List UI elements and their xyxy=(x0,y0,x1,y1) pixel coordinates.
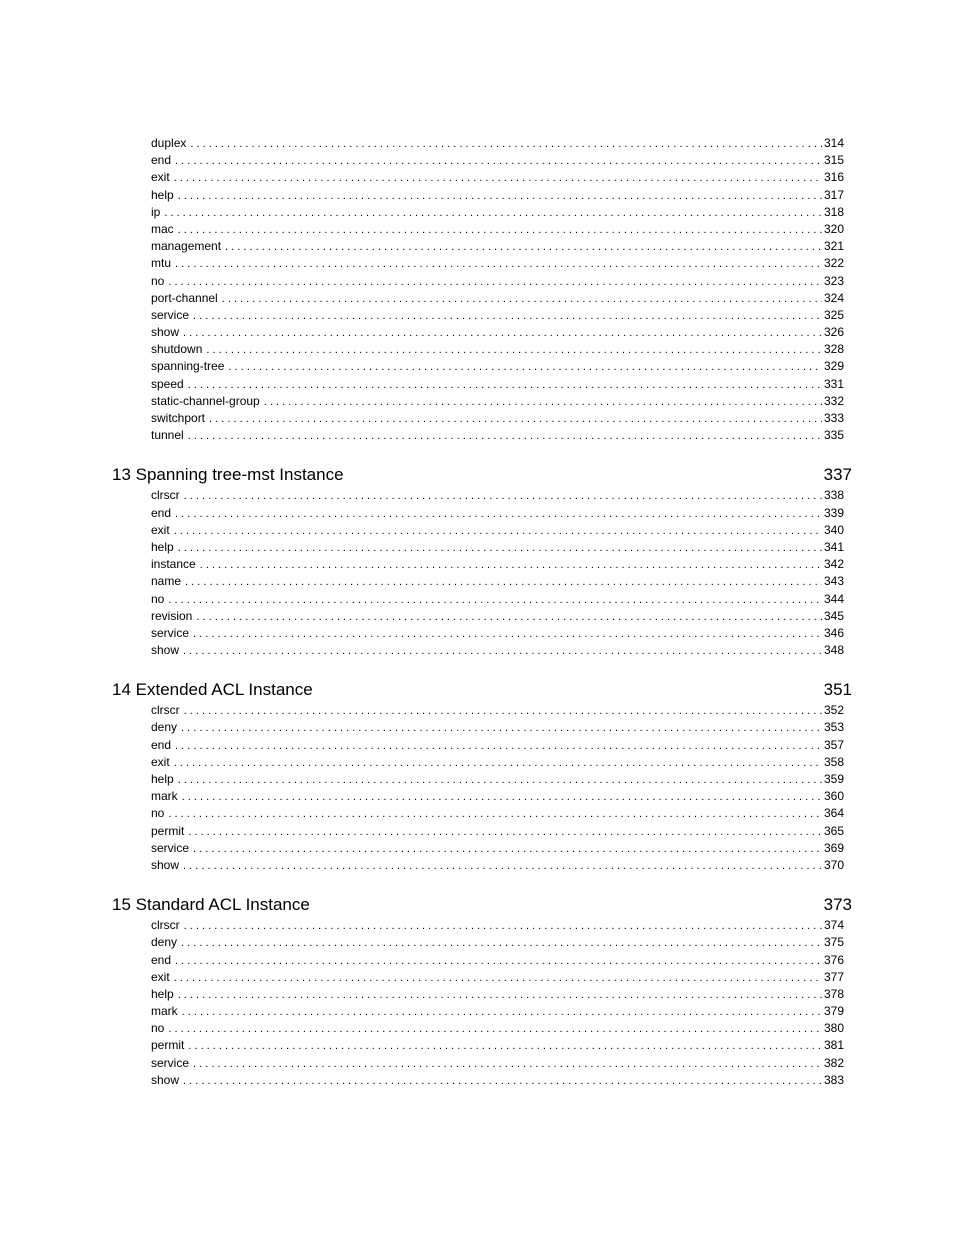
toc-entry[interactable] xyxy=(151,153,844,170)
toc-entry[interactable] xyxy=(151,222,844,239)
entry-name: no xyxy=(151,591,165,606)
entry-name: tunnel xyxy=(151,428,184,443)
toc-section xyxy=(0,894,954,1090)
toc-entry[interactable] xyxy=(151,394,844,411)
entry-name: end xyxy=(151,153,172,168)
entry-name: switchport xyxy=(151,411,206,425)
chapter-page-number: 351 xyxy=(823,680,852,700)
dot-leader xyxy=(178,223,822,238)
dot-leader xyxy=(175,257,822,272)
dot-leader xyxy=(178,988,822,1003)
toc-entry[interactable] xyxy=(151,574,844,591)
dot-leader xyxy=(184,919,822,934)
toc-entry[interactable] xyxy=(151,1073,844,1090)
toc-entry[interactable] xyxy=(151,592,844,609)
entry-page-number: 360 xyxy=(823,789,844,804)
entry-page-number: 353 xyxy=(823,720,844,735)
entry-name: clrscr xyxy=(151,703,180,718)
entry-page-number: 341 xyxy=(823,539,844,554)
dot-leader xyxy=(225,240,822,255)
entry-page-number: 335 xyxy=(823,428,844,443)
toc-section xyxy=(0,679,954,875)
entry-name: show xyxy=(151,643,180,658)
toc-entry[interactable] xyxy=(151,506,844,523)
toc-entry[interactable] xyxy=(151,359,844,376)
dot-leader xyxy=(193,627,822,642)
entry-name: mark xyxy=(151,789,178,804)
dot-leader xyxy=(200,558,822,573)
dot-leader xyxy=(193,309,822,324)
dot-leader xyxy=(164,206,822,221)
toc-entry[interactable] xyxy=(151,1004,844,1021)
entry-name: help xyxy=(151,772,174,786)
entry-name: static-channel-group xyxy=(151,393,260,408)
entry-page-number: 365 xyxy=(823,823,844,838)
entry-page-number: 378 xyxy=(823,986,844,1001)
dot-leader xyxy=(178,541,822,556)
entry-name: mark xyxy=(151,1004,178,1019)
dot-leader xyxy=(168,1022,822,1037)
toc-entry[interactable] xyxy=(151,755,844,772)
dot-leader xyxy=(183,859,822,874)
dot-leader xyxy=(175,954,822,969)
dot-leader xyxy=(182,1005,822,1020)
toc-entry[interactable] xyxy=(151,411,844,428)
toc-entry[interactable] xyxy=(151,1021,844,1038)
entry-page-number: 364 xyxy=(823,806,844,821)
toc-entry[interactable] xyxy=(151,291,844,308)
entry-name: revision xyxy=(151,608,193,623)
dot-leader xyxy=(188,1039,822,1054)
entry-page-number: 332 xyxy=(823,393,844,408)
entry-page-number: 344 xyxy=(823,591,844,606)
dot-leader xyxy=(188,429,822,444)
dot-leader xyxy=(183,326,822,341)
entry-page-number: 331 xyxy=(823,376,844,391)
dot-leader xyxy=(175,507,822,522)
dot-leader xyxy=(188,378,822,393)
entry-page-number: 322 xyxy=(823,256,844,271)
entry-page-number: 317 xyxy=(823,187,844,202)
entry-page-number: 374 xyxy=(823,918,844,933)
dot-leader xyxy=(188,825,822,840)
entry-name: help xyxy=(151,539,174,554)
dot-leader xyxy=(228,360,822,375)
entry-page-number: 318 xyxy=(823,204,844,219)
toc-section xyxy=(0,464,954,660)
entry-name: service xyxy=(151,307,190,322)
entry-name: clrscr xyxy=(151,918,180,933)
entry-name: end xyxy=(151,505,172,520)
dot-leader xyxy=(183,1074,822,1089)
entry-page-number: 369 xyxy=(823,840,844,855)
entry-page-number: 381 xyxy=(823,1038,844,1053)
entry-page-number: 346 xyxy=(823,625,844,640)
dot-leader xyxy=(206,343,822,358)
entry-page-number: 333 xyxy=(823,411,844,425)
toc-entry[interactable] xyxy=(151,738,844,755)
entry-name: duplex xyxy=(151,136,187,150)
entry-name: deny xyxy=(151,720,178,735)
entry-name: ip xyxy=(151,204,161,219)
dot-leader xyxy=(175,154,822,169)
toc-entry[interactable] xyxy=(151,772,844,789)
toc-entry[interactable] xyxy=(151,377,844,394)
entry-name: service xyxy=(151,840,190,855)
toc-entry[interactable] xyxy=(151,170,844,187)
toc-entry[interactable] xyxy=(151,1056,844,1073)
toc-entry[interactable] xyxy=(151,918,844,935)
entry-page-number: 338 xyxy=(823,488,844,503)
toc-entry[interactable] xyxy=(151,256,844,273)
entry-page-number: 375 xyxy=(823,935,844,950)
entry-name: show xyxy=(151,857,180,872)
entry-page-number: 342 xyxy=(823,557,844,572)
entry-page-number: 323 xyxy=(823,273,844,288)
chapter-title: 13 Spanning tree-mst Instance xyxy=(112,465,344,485)
entry-page-number: 340 xyxy=(823,522,844,537)
toc-entry[interactable] xyxy=(151,557,844,574)
dot-leader xyxy=(222,292,822,307)
chapter-heading[interactable] xyxy=(112,464,852,486)
toc-entry[interactable] xyxy=(151,488,844,505)
toc-entry[interactable] xyxy=(151,523,844,540)
entry-page-number: 383 xyxy=(823,1072,844,1087)
toc-entry[interactable] xyxy=(151,342,844,359)
entry-name: permit xyxy=(151,823,185,838)
dot-leader xyxy=(178,189,822,204)
entry-name: show xyxy=(151,1072,180,1087)
entry-name: end xyxy=(151,952,172,967)
dot-leader xyxy=(184,489,822,504)
entry-name: port-channel xyxy=(151,290,218,305)
chapter-page-number: 337 xyxy=(823,465,852,485)
entry-page-number: 320 xyxy=(823,221,844,236)
dot-leader xyxy=(174,971,822,986)
toc-entry[interactable] xyxy=(151,643,844,660)
entry-name: deny xyxy=(151,935,178,950)
dot-leader xyxy=(185,575,822,590)
dot-leader xyxy=(181,721,822,736)
entry-name: service xyxy=(151,1055,190,1070)
entry-name: service xyxy=(151,625,190,640)
dot-leader xyxy=(168,807,822,822)
chapter-heading[interactable] xyxy=(112,679,852,701)
entry-page-number: 348 xyxy=(823,643,844,658)
entry-page-number: 339 xyxy=(823,505,844,520)
dot-leader xyxy=(184,704,822,719)
entry-page-number: 379 xyxy=(823,1004,844,1019)
dot-leader xyxy=(182,790,822,805)
dot-leader xyxy=(209,412,822,427)
entry-name: management xyxy=(151,239,222,254)
entry-page-number: 380 xyxy=(823,1021,844,1036)
dot-leader xyxy=(181,936,822,951)
dot-leader xyxy=(190,137,822,152)
dot-leader xyxy=(193,1057,822,1072)
toc-entry[interactable] xyxy=(151,325,844,342)
dot-leader xyxy=(168,593,822,608)
entry-page-number: 376 xyxy=(823,952,844,967)
dot-leader xyxy=(174,524,822,539)
toc-entry[interactable] xyxy=(151,703,844,720)
entry-page-number: 343 xyxy=(823,574,844,589)
chapter-page-number: 373 xyxy=(823,895,852,915)
entry-page-number: 329 xyxy=(823,359,844,374)
entry-name: end xyxy=(151,737,172,752)
entry-page-number: 326 xyxy=(823,325,844,340)
toc-entry[interactable] xyxy=(151,720,844,737)
entry-name: exit xyxy=(151,522,170,537)
entry-page-number: 325 xyxy=(823,307,844,322)
toc-entry[interactable] xyxy=(151,205,844,222)
entry-page-number: 314 xyxy=(823,136,844,150)
entry-name: exit xyxy=(151,969,170,984)
dot-leader xyxy=(193,842,822,857)
toc-entry[interactable] xyxy=(151,540,844,557)
toc-entry[interactable] xyxy=(151,824,844,841)
toc-entry[interactable] xyxy=(151,239,844,256)
entry-name: mtu xyxy=(151,256,172,271)
toc-entry[interactable] xyxy=(151,626,844,643)
table-of-contents xyxy=(0,136,954,1090)
entry-page-number: 359 xyxy=(823,772,844,786)
entry-page-number: 315 xyxy=(823,153,844,168)
entry-page-number: 357 xyxy=(823,737,844,752)
entry-name: spanning-tree xyxy=(151,359,225,374)
toc-entry[interactable] xyxy=(151,970,844,987)
dot-leader xyxy=(174,756,822,771)
entry-page-number: 316 xyxy=(823,170,844,185)
toc-entry[interactable] xyxy=(151,274,844,291)
entry-page-number: 321 xyxy=(823,239,844,254)
toc-entry[interactable] xyxy=(151,308,844,325)
dot-leader xyxy=(175,739,822,754)
dot-leader xyxy=(196,610,822,625)
entry-page-number: 370 xyxy=(823,857,844,872)
entry-name: show xyxy=(151,325,180,340)
toc-entry[interactable] xyxy=(151,806,844,823)
entry-name: permit xyxy=(151,1038,185,1053)
toc-entry[interactable] xyxy=(151,136,844,153)
entry-page-number: 382 xyxy=(823,1055,844,1070)
entry-name: help xyxy=(151,986,174,1001)
entry-name: instance xyxy=(151,557,196,572)
dot-leader xyxy=(174,171,822,186)
dot-leader xyxy=(178,773,822,788)
toc-section xyxy=(0,136,954,445)
entry-name: help xyxy=(151,187,174,202)
entry-name: mac xyxy=(151,221,174,236)
entry-page-number: 328 xyxy=(823,342,844,357)
entry-page-number: 324 xyxy=(823,290,844,305)
entry-name: clrscr xyxy=(151,488,180,503)
entry-name: speed xyxy=(151,376,184,391)
entry-name: shutdown xyxy=(151,342,203,357)
chapter-title: 15 Standard ACL Instance xyxy=(112,895,310,915)
chapter-title: 14 Extended ACL Instance xyxy=(112,680,313,700)
dot-leader xyxy=(168,275,822,290)
toc-entry[interactable] xyxy=(151,789,844,806)
toc-entry[interactable] xyxy=(151,858,844,875)
entry-page-number: 345 xyxy=(823,608,844,623)
toc-entry[interactable] xyxy=(151,609,844,626)
chapter-heading[interactable] xyxy=(112,894,852,916)
toc-entry[interactable] xyxy=(151,1038,844,1055)
dot-leader xyxy=(183,644,822,659)
entry-page-number: 358 xyxy=(823,754,844,769)
toc-entry[interactable] xyxy=(151,935,844,952)
toc-entry[interactable] xyxy=(151,428,844,445)
toc-entry[interactable] xyxy=(151,987,844,1004)
dot-leader xyxy=(264,395,822,410)
entry-page-number: 377 xyxy=(823,969,844,984)
entry-name: no xyxy=(151,273,165,288)
toc-entry[interactable] xyxy=(151,841,844,858)
entry-name: exit xyxy=(151,754,170,769)
entry-name: no xyxy=(151,806,165,821)
toc-entry[interactable] xyxy=(151,953,844,970)
entry-name: exit xyxy=(151,170,170,185)
toc-entry[interactable] xyxy=(151,188,844,205)
entry-name: name xyxy=(151,574,182,589)
entry-name: no xyxy=(151,1021,165,1036)
entry-page-number: 352 xyxy=(823,703,844,718)
